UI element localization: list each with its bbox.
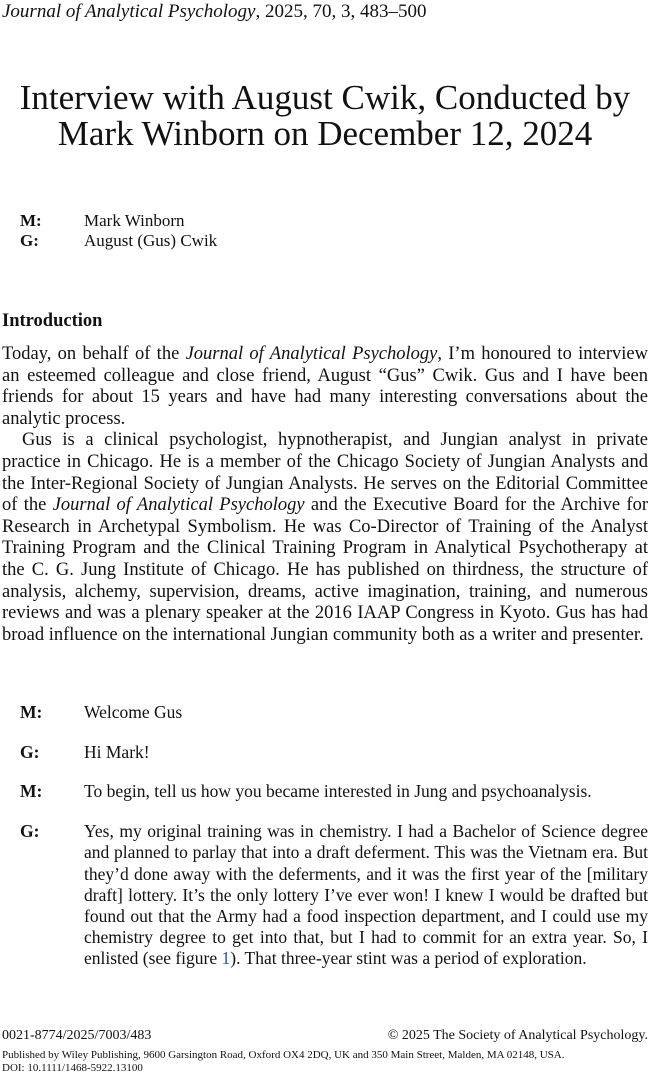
journal-name: Journal of Analytical Psychology — [2, 1, 256, 22]
dialogue-turn — [20, 742, 648, 763]
dialogue-turn — [20, 821, 648, 969]
text: , I’m honoured to interview an esteemed colleague and close friend, August “Gus” Cwik. Gus and I have been friends for about 15 years and have had many interesting conversations about the analytic process. — [2, 344, 648, 429]
speaker-name: August (Gus) Cwik — [84, 231, 218, 250]
text: Gus is a clinical psychologist, hypnotherapist, and Jungian analyst in private practice in Chicago. He is a member of the Chicago Society of Jungian Analysts and the Inter-Regional Society of Jungian Analysts. He serves on the Editorial Committee of the — [2, 430, 648, 516]
article-title: Interview with August Cwik, Conducted by Mark Winborn on December 12, 2024 — [19, 78, 631, 153]
dialogue-turn — [20, 702, 648, 723]
publisher: Published by Wiley Publishing, 9600 Garsington Road, Oxford OX4 2DQ, UK and 350 Main Street, Malden, MA 02148, USA. — [2, 1049, 565, 1061]
figure-link[interactable]: 1 — [221, 948, 231, 969]
intro-text — [2, 344, 648, 646]
section-heading: Introduction — [2, 311, 103, 331]
turn-text: To begin, tell us how you became interested in Jung and psychoanalysis. — [84, 781, 592, 802]
journal-title: Journal of Analytical Psychology — [52, 495, 305, 516]
speaker-label: G: — [20, 821, 40, 842]
turn-text: Welcome Gus — [84, 702, 183, 722]
speaker-label: M: — [20, 702, 43, 722]
paragraph — [2, 344, 648, 430]
speaker-row — [20, 231, 217, 251]
turn-text: Hi Mark! — [84, 741, 150, 762]
doi: DOI: 10.1111/1468-5922.13100 — [2, 1061, 143, 1074]
speaker-name: Mark Winborn — [84, 211, 185, 230]
text: Yes, my original training was in chemistry. I had a Bachelor of Science degree and planned to parlay that into a draft deferment. This was the Vietnam era. But they’d done away with the deferments, and it was the first year of the [military draft] lottery. It’s the only lottery I’ve ever won! I knew I would be drafted but found out that the Army had a food inspection department, and I could use my chemistry degree to get into that, but I had to commit for an extra year. So, I enlisted (see figure — [84, 821, 648, 969]
speaker-list — [20, 211, 217, 251]
speaker-label: M: — [20, 781, 43, 802]
turn-text — [84, 821, 648, 969]
speaker-label: M: — [20, 211, 42, 230]
dialogue — [20, 702, 648, 988]
dialogue-turn — [20, 781, 648, 802]
journal-title: Journal of Analytical Psychology — [185, 344, 438, 364]
copyright: © 2025 The Society of Analytical Psychology. — [387, 1028, 648, 1043]
running-head — [2, 0, 426, 24]
paragraph — [2, 430, 648, 646]
text: ). That three-year stint was a period of exploration. — [230, 948, 587, 969]
issn: 0021-8774/2025/7003/483 — [2, 1028, 152, 1043]
publisher-info — [2, 1049, 564, 1074]
text: Today, on behalf of the — [2, 344, 186, 364]
text: and the Executive Board for the Archive for Research in Archetypal Symbolism. He was Co-Director of Training of the Analyst Training Program and the Clinical Training Program in Analytical Psychotherapy at the C. G. Jung Institute of Chicago. He has published on thirdness, the structure of analysis, alchemy, supervision, dreams, active imagination, training, and numerous reviews and was a plenary speaker at the 2016 IAAP Congress in Kyoto. Gus has had broad influence on the international Jungian community both as a writer and presenter. — [2, 495, 648, 645]
speaker-label: G: — [20, 741, 40, 762]
speaker-label: G: — [20, 231, 39, 250]
footer-line — [2, 1028, 648, 1044]
citation: , 2025, 70, 3, 483–500 — [255, 1, 427, 22]
speaker-row — [20, 211, 217, 231]
